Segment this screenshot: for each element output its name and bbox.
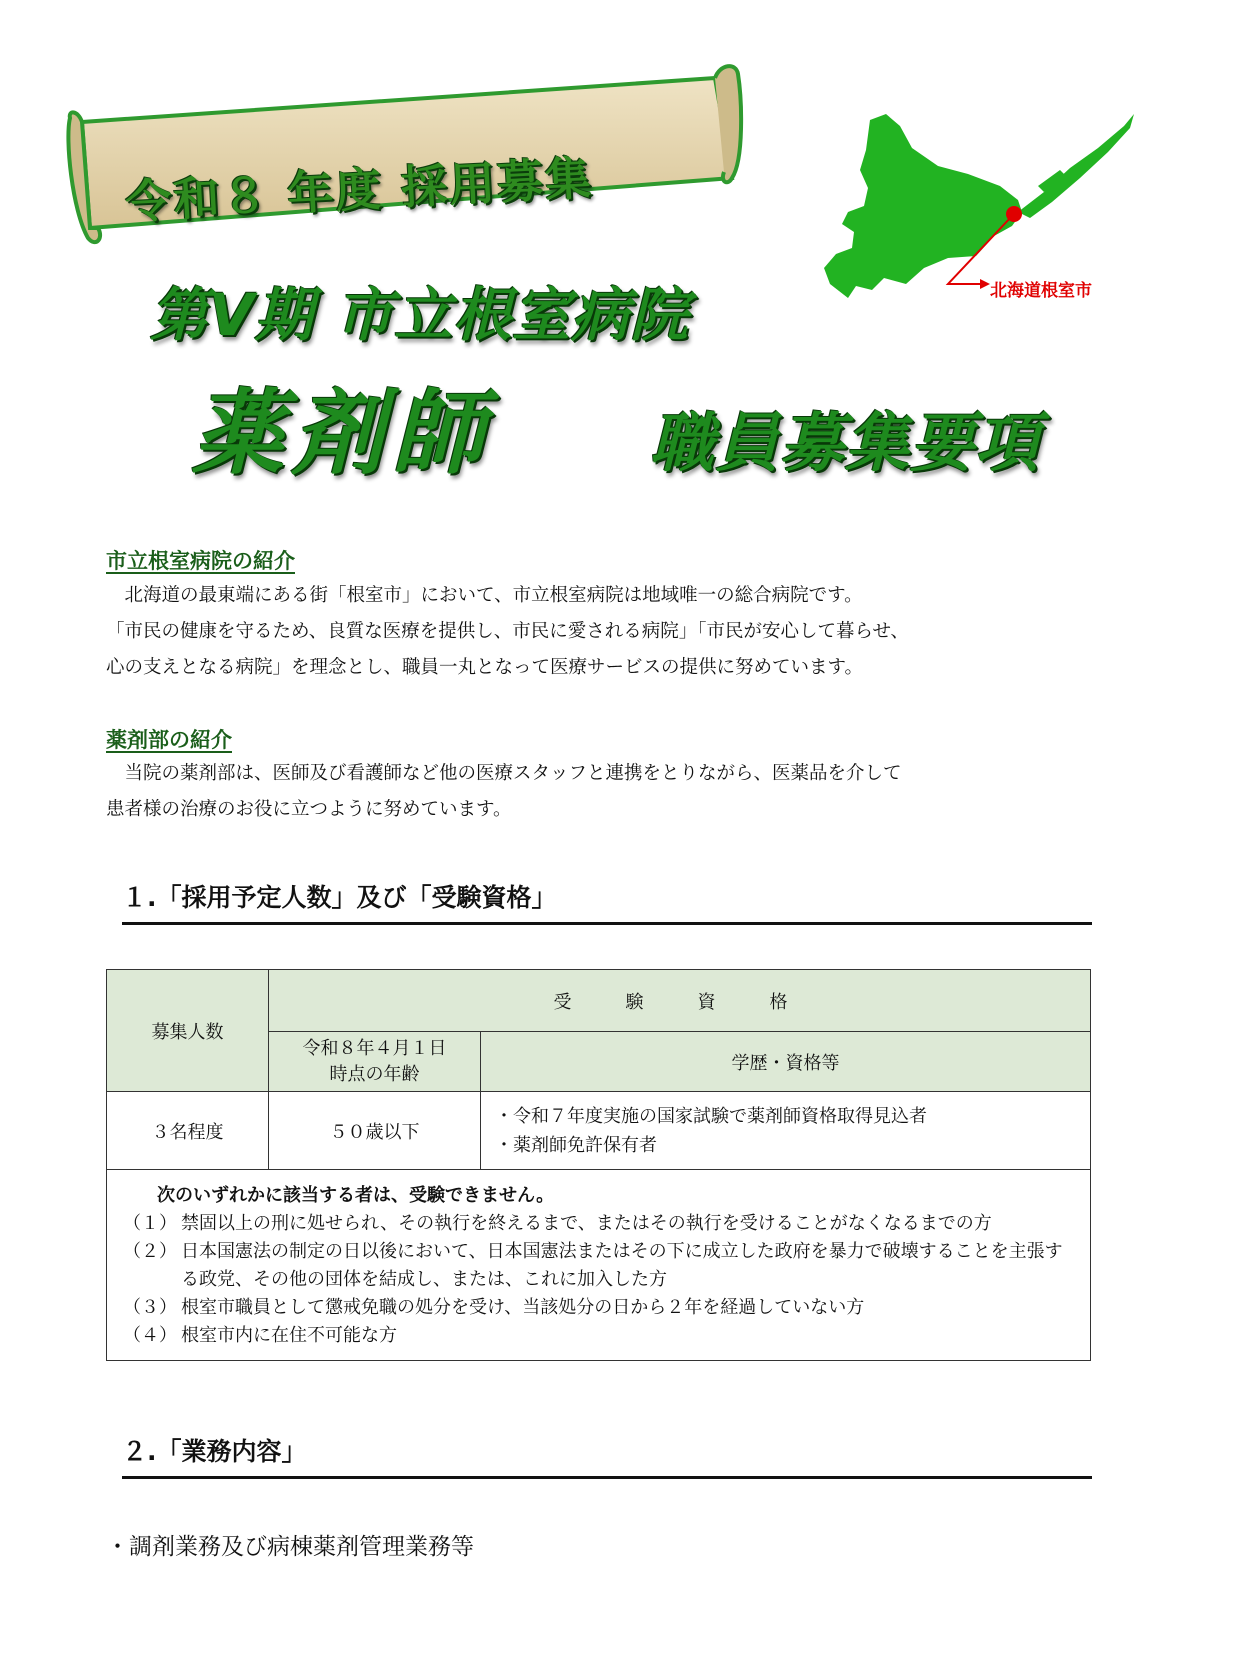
job-subtitle: 職員募集要項 xyxy=(650,407,1040,481)
intro-line: 心の支えとなる病院」を理念とし、職員一丸となって医療サービスの提供に努めています。 xyxy=(106,657,864,678)
duty-item: ・調剤業務及び病棟薬剤管理業務等 xyxy=(106,1534,474,1560)
map-label: 北海道根室市 xyxy=(990,281,1092,301)
intro-heading: 市立根室病院の紹介 xyxy=(106,549,295,573)
qualification-item: ・令和７年度実施の国家試験で薬剤師資格取得見込者 xyxy=(495,1105,927,1127)
hospital-title: 第Ⅴ期 市立根室病院 xyxy=(150,281,690,349)
pharmacy-line: 患者様の治療のお役に立つように努めています。 xyxy=(106,799,512,820)
pharmacy-line: 当院の薬剤部は、医師及び看護師など他の医療スタッフと連携をとりながら、医薬品を介して xyxy=(106,763,902,784)
pharmacy-heading: 薬剤部の紹介 xyxy=(106,728,232,752)
note-item: （４） 根室市内に在住不可能な方 xyxy=(123,1325,397,1346)
disqualification-notes xyxy=(107,1170,1091,1361)
age-limit-cell: ５０歳以下 xyxy=(269,1092,481,1170)
qualification-item: ・薬剤師免許保有者 xyxy=(495,1134,657,1156)
job-title: 薬剤師 xyxy=(192,380,493,487)
banner-title: 令和８ 年度 採用募集 xyxy=(124,150,595,230)
notes-intro: 次のいずれかに該当する者は、受験できません。 xyxy=(157,1185,555,1206)
header-recruit-count: 募集人数 xyxy=(107,970,269,1092)
header-qualification: 受 験 資 格 xyxy=(269,970,1091,1032)
intro-line: 「市民の健康を守るため、良質な医療を提供し、市民に愛される病院」「市民が安心して暮らせ、 xyxy=(106,621,909,642)
qualification-cell xyxy=(481,1092,1091,1170)
header-education: 学歴・資格等 xyxy=(481,1032,1091,1092)
requirements-table xyxy=(106,969,1091,1361)
intro-paragraph xyxy=(106,578,1106,686)
intro-line: 北海道の最東端にある街「根室市」において、市立根室病院は地域唯一の総合病院です。 xyxy=(106,585,863,606)
note-item: （３） 根室市職員として懲戒免職の処分を受け、当該処分の日から２年を経過していない方 xyxy=(123,1297,865,1318)
recruit-count-cell: ３名程度 xyxy=(107,1092,269,1170)
pharmacy-paragraph xyxy=(106,756,1106,828)
note-item: （２） 日本国憲法の制定の日以後において、日本国憲法またはその下に成立した政府を暴力で破壊することを主張する政党、その他の団体を結成し、または、これに加入した方 xyxy=(123,1241,1063,1290)
header-age: 令和８年４月１日 時点の年齢 xyxy=(269,1032,481,1092)
note-item: （１） 禁固以上の刑に処せられ、その執行を終えるまで、またはその執行を受けることがなくなるまでの方 xyxy=(123,1213,992,1234)
section1-heading: １.「採用予定人数」及び「受験資格」 xyxy=(122,878,1092,925)
section2-heading: ２.「業務内容」 xyxy=(122,1432,1092,1479)
